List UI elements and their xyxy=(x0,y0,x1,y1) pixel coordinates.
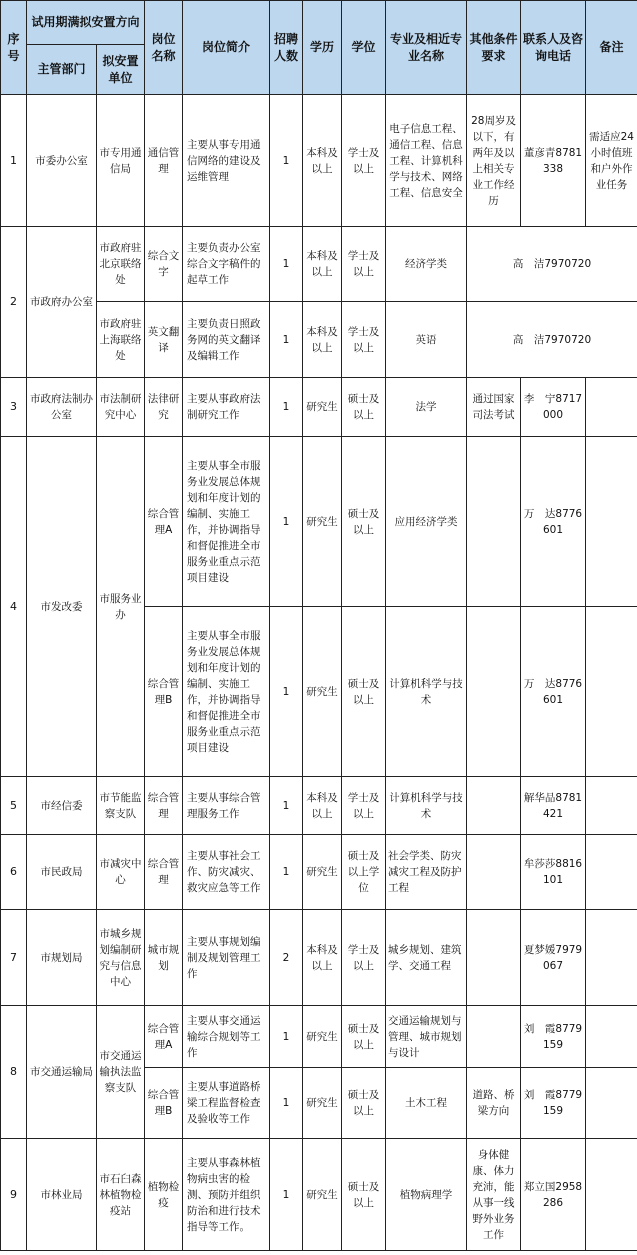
cell-note: 需适应24小时值班和户外作业任务 xyxy=(586,95,637,227)
cell-other xyxy=(467,835,521,910)
cell-intro: 主要从事森林植物病虫害的检测、预防并组织防治和进行技术指导等工作。 xyxy=(183,1139,270,1251)
cell-degree: 学士及以上 xyxy=(342,910,386,1006)
cell-contact: 董彦青8781338 xyxy=(521,95,586,227)
cell-note xyxy=(586,777,637,835)
cell-unit: 市节能监察支队 xyxy=(97,777,145,835)
cell-unit: 市专用通信局 xyxy=(97,95,145,227)
cell-contact: 万 达8776601 xyxy=(521,437,586,607)
cell-unit: 市交通运输执法监察支队 xyxy=(97,1006,145,1139)
cell-edu: 研究生 xyxy=(303,1139,342,1251)
cell-note xyxy=(586,835,637,910)
cell-contact: 郑立国2958286 xyxy=(521,1139,586,1251)
cell-unit: 市石臼森林植物检疫站 xyxy=(97,1139,145,1251)
cell-dept: 市规划局 xyxy=(27,910,97,1006)
cell-degree: 学士及以上 xyxy=(342,777,386,835)
cell-other xyxy=(467,777,521,835)
cell-dept: 市经信委 xyxy=(27,777,97,835)
cell-major: 英语 xyxy=(386,302,467,378)
cell-post: 城市规划 xyxy=(145,910,183,1006)
header-degree: 学位 xyxy=(342,1,386,95)
cell-seq: 2 xyxy=(1,227,27,378)
cell-other: 道路、桥梁方向 xyxy=(467,1068,521,1139)
cell-post: 英文翻译 xyxy=(145,302,183,378)
cell-edu: 本科及以上 xyxy=(303,910,342,1006)
cell-note xyxy=(586,378,637,437)
cell-degree: 硕士及以上 xyxy=(342,607,386,777)
cell-contact: 牟莎莎8816101 xyxy=(521,835,586,910)
cell-seq: 6 xyxy=(1,835,27,910)
cell-count: 1 xyxy=(270,437,303,607)
header-major: 专业及相近专业名称 xyxy=(386,1,467,95)
cell-count: 1 xyxy=(270,378,303,437)
cell-intro: 主要负责日照政务网的英文翻译及编辑工作 xyxy=(183,302,270,378)
cell-contact: 高 洁7970720 xyxy=(467,227,637,302)
cell-major: 社会学类、防灾减灾工程及防护工程 xyxy=(386,835,467,910)
cell-major: 应用经济学类 xyxy=(386,437,467,607)
header-intro: 岗位简介 xyxy=(183,1,270,95)
cell-intro: 主要从事全市服务业发展总体规划和年度计划的编制、实施工作，并协调指导和督促推进全市服务业重点示范项目建设 xyxy=(183,607,270,777)
cell-edu: 本科及以上 xyxy=(303,95,342,227)
table-row xyxy=(1,437,637,607)
header-other: 其他条件要求 xyxy=(467,1,521,95)
cell-major: 城乡规划、建筑学、交通工程 xyxy=(386,910,467,1006)
cell-count: 1 xyxy=(270,227,303,302)
header-direction: 试用期满拟安置方向 xyxy=(27,1,145,45)
cell-dept: 市委办公室 xyxy=(27,95,97,227)
header-seq: 序号 xyxy=(1,1,27,95)
table-row xyxy=(1,302,637,378)
cell-dept: 市民政局 xyxy=(27,835,97,910)
cell-post: 综合管理 xyxy=(145,777,183,835)
table-row xyxy=(1,835,637,910)
cell-edu: 研究生 xyxy=(303,378,342,437)
cell-count: 1 xyxy=(270,835,303,910)
cell-other: 28周岁及以下，有两年及以上相关专业工作经历 xyxy=(467,95,521,227)
cell-note xyxy=(586,1068,637,1139)
cell-intro: 主要从事规划编制及规划管理工作 xyxy=(183,910,270,1006)
cell-contact: 刘 霞8779159 xyxy=(521,1006,586,1068)
cell-count: 1 xyxy=(270,1139,303,1251)
table-row xyxy=(1,1006,637,1068)
cell-post: 综合文字 xyxy=(145,227,183,302)
cell-seq: 4 xyxy=(1,437,27,777)
cell-intro: 主要从事专用通信网络的建设及运维管理 xyxy=(183,95,270,227)
cell-unit: 市政府驻上海联络处 xyxy=(97,302,145,378)
cell-other xyxy=(467,607,521,777)
cell-degree: 学士及以上 xyxy=(342,302,386,378)
cell-major: 交通运输规划与管理、城市规划与设计 xyxy=(386,1006,467,1068)
cell-dept: 市交通运输局 xyxy=(27,1006,97,1139)
cell-unit: 市服务业办 xyxy=(97,437,145,777)
cell-post: 综合管理 xyxy=(145,835,183,910)
cell-unit: 市减灾中心 xyxy=(97,835,145,910)
cell-intro: 主要从事综合管理服务工作 xyxy=(183,777,270,835)
cell-post: 综合管理B xyxy=(145,1068,183,1139)
cell-other: 通过国家司法考试 xyxy=(467,378,521,437)
cell-contact: 万 达8776601 xyxy=(521,607,586,777)
header-contact: 联系人及咨询电话 xyxy=(521,1,586,95)
cell-dept: 市林业局 xyxy=(27,1139,97,1251)
cell-note xyxy=(586,1006,637,1068)
table-row xyxy=(1,378,637,437)
cell-post: 通信管理 xyxy=(145,95,183,227)
table-row xyxy=(1,1139,637,1251)
table-row xyxy=(1,227,637,302)
cell-count: 1 xyxy=(270,302,303,378)
cell-degree: 硕士及以上 xyxy=(342,1139,386,1251)
cell-dept: 市政府法制办公室 xyxy=(27,378,97,437)
cell-unit: 市政府驻北京联络处 xyxy=(97,227,145,302)
cell-note xyxy=(586,910,637,1006)
cell-contact: 李 宁8717000 xyxy=(521,378,586,437)
header-dept: 主管部门 xyxy=(27,45,97,95)
cell-intro: 主要负责办公室综合文字稿件的起草工作 xyxy=(183,227,270,302)
cell-count: 1 xyxy=(270,1068,303,1139)
cell-contact: 刘 霞8779159 xyxy=(521,1068,586,1139)
cell-edu: 本科及以上 xyxy=(303,227,342,302)
table-row xyxy=(1,95,637,227)
cell-seq: 7 xyxy=(1,910,27,1006)
cell-unit: 市法制研究中心 xyxy=(97,378,145,437)
cell-edu: 研究生 xyxy=(303,1006,342,1068)
cell-major: 计算机科学与技术 xyxy=(386,607,467,777)
cell-post: 综合管理A xyxy=(145,437,183,607)
cell-dept: 市发改委 xyxy=(27,437,97,777)
cell-intro: 主要从事政府法制研究工作 xyxy=(183,378,270,437)
header-post: 岗位名称 xyxy=(145,1,183,95)
cell-count: 1 xyxy=(270,1006,303,1068)
cell-edu: 本科及以上 xyxy=(303,302,342,378)
cell-post: 植物检疫 xyxy=(145,1139,183,1251)
cell-other xyxy=(467,1006,521,1068)
header-unit: 拟安置单位 xyxy=(97,45,145,95)
cell-other: 身体健康、体力充沛，能从事一线野外业务工作 xyxy=(467,1139,521,1251)
header-note: 备注 xyxy=(586,1,637,95)
cell-seq: 5 xyxy=(1,777,27,835)
cell-count: 1 xyxy=(270,607,303,777)
cell-edu: 研究生 xyxy=(303,835,342,910)
cell-note xyxy=(586,437,637,607)
cell-degree: 学士及以上 xyxy=(342,227,386,302)
cell-intro: 主要从事道路桥梁工程监督检查及验收等工作 xyxy=(183,1068,270,1139)
cell-intro: 主要从事社会工作、防灾减灾、救灾应急等工作 xyxy=(183,835,270,910)
cell-edu: 本科及以上 xyxy=(303,777,342,835)
cell-contact: 高 洁7970720 xyxy=(467,302,637,378)
cell-dept: 市政府办公室 xyxy=(27,227,97,378)
table-row xyxy=(1,910,637,1006)
cell-degree: 硕士及以上 xyxy=(342,437,386,607)
cell-post: 综合管理B xyxy=(145,607,183,777)
cell-other xyxy=(467,437,521,607)
cell-major: 土木工程 xyxy=(386,1068,467,1139)
cell-seq: 8 xyxy=(1,1006,27,1139)
cell-major: 电子信息工程、通信工程、信息工程、计算机科学与技术、网络工程、信息安全 xyxy=(386,95,467,227)
cell-major: 法学 xyxy=(386,378,467,437)
cell-major: 经济学类 xyxy=(386,227,467,302)
cell-seq: 3 xyxy=(1,378,27,437)
cell-unit: 市城乡规划编制研究与信息中心 xyxy=(97,910,145,1006)
cell-degree: 硕士及以上学位 xyxy=(342,835,386,910)
cell-post: 综合管理A xyxy=(145,1006,183,1068)
cell-post: 法律研究 xyxy=(145,378,183,437)
cell-edu: 研究生 xyxy=(303,1068,342,1139)
cell-other xyxy=(467,910,521,1006)
cell-intro: 主要从事全市服务业发展总体规划和年度计划的编制、实施工作，并协调指导和督促推进全市服务业重点示范项目建设 xyxy=(183,437,270,607)
header-edu: 学历 xyxy=(303,1,342,95)
cell-major: 计算机科学与技术 xyxy=(386,777,467,835)
cell-major: 植物病理学 xyxy=(386,1139,467,1251)
cell-contact: 夏梦媛7979067 xyxy=(521,910,586,1006)
cell-count: 1 xyxy=(270,95,303,227)
cell-contact: 解华品8781421 xyxy=(521,777,586,835)
cell-count: 2 xyxy=(270,910,303,1006)
cell-count: 1 xyxy=(270,777,303,835)
cell-note xyxy=(586,1139,637,1251)
cell-degree: 硕士及以上 xyxy=(342,1068,386,1139)
cell-degree: 硕士及以上 xyxy=(342,1006,386,1068)
cell-edu: 研究生 xyxy=(303,437,342,607)
cell-degree: 硕士及以上 xyxy=(342,378,386,437)
cell-degree: 学士及以上 xyxy=(342,95,386,227)
cell-intro: 主要从事交通运输综合规划等工作 xyxy=(183,1006,270,1068)
table-row xyxy=(1,777,637,835)
cell-edu: 研究生 xyxy=(303,607,342,777)
cell-note xyxy=(586,607,637,777)
cell-seq: 1 xyxy=(1,95,27,227)
cell-seq: 9 xyxy=(1,1139,27,1251)
header-count: 招聘人数 xyxy=(270,1,303,95)
